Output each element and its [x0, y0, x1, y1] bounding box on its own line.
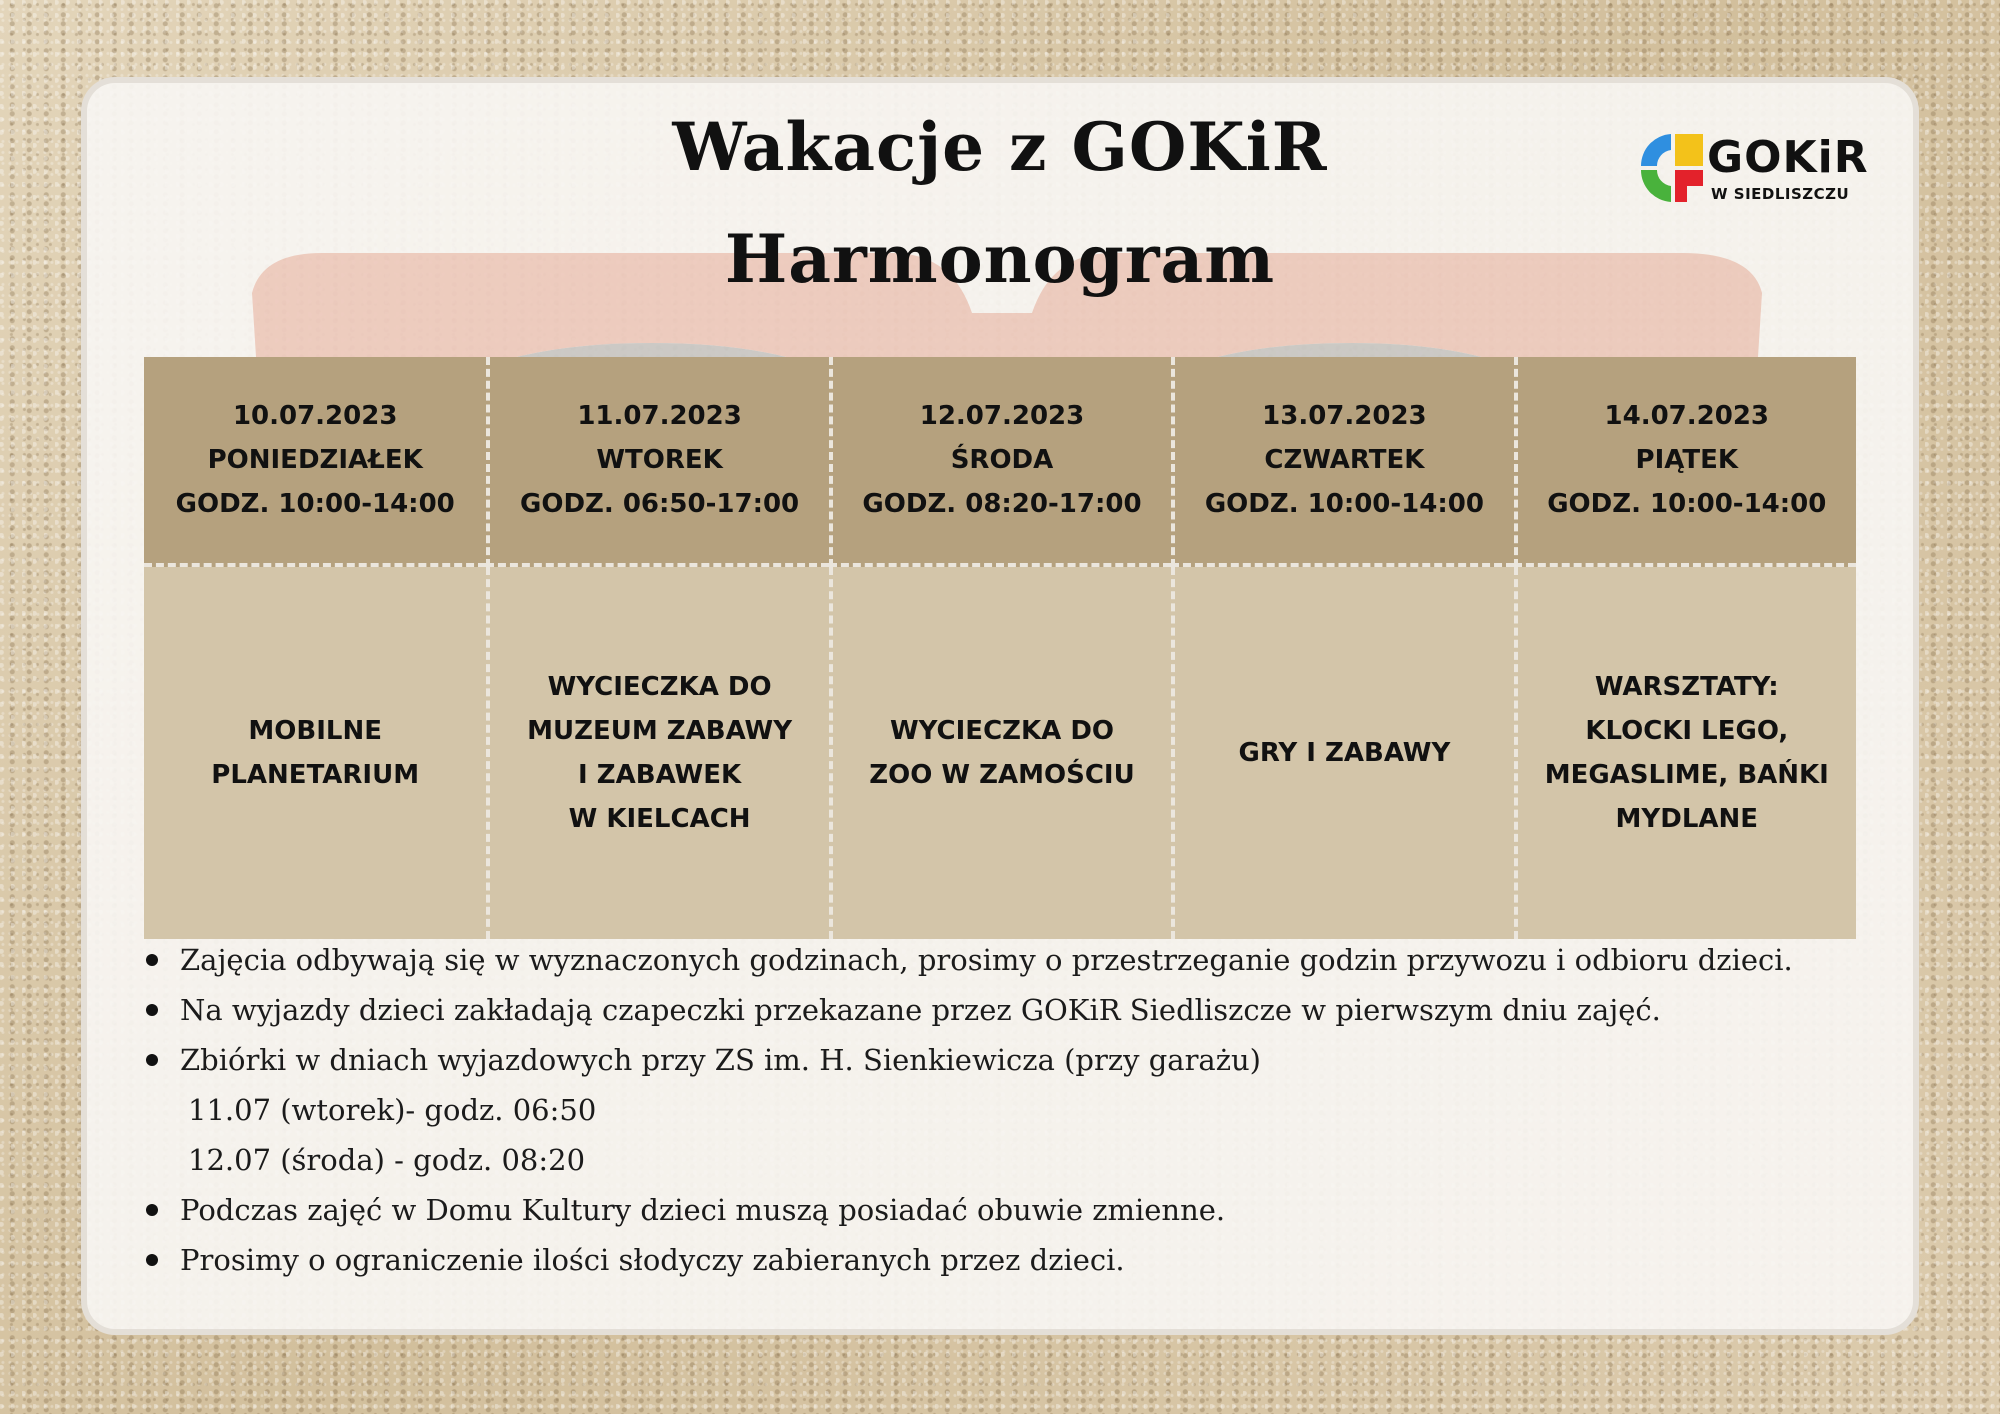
day-hours: GODZ. 10:00-14:00 — [1547, 489, 1827, 519]
day-header-cell — [829, 357, 1171, 567]
note-text: Na wyjazdy dzieci zakładają czapeczki przekazane przez GOKiR Siedliszcze w pierwszym dniu zajęć. — [180, 993, 1661, 1027]
activity-cell — [486, 567, 828, 939]
day-header-cell — [144, 357, 486, 567]
note-subitem — [140, 1085, 1860, 1135]
day-date: 13.07.2023 — [1262, 401, 1427, 431]
note-item — [140, 1185, 1860, 1235]
note-subitem — [140, 1135, 1860, 1185]
activity-line: GRY I ZABAWY — [1238, 738, 1451, 768]
day-weekday: WTOREK — [596, 445, 723, 475]
day-header-cell — [1514, 357, 1856, 567]
logo-text: GOKiR — [1707, 132, 1869, 183]
note-text: Zajęcia odbywają się w wyznaczonych godzinach, prosimy o przestrzeganie godzin przywozu i odbioru dzieci. — [180, 943, 1793, 977]
bullet-icon — [146, 1254, 158, 1266]
note-text: Prosimy o ograniczenie ilości słodyczy zabieranych przez dzieci. — [180, 1243, 1125, 1277]
page-subtitle: Harmonogram — [724, 220, 1276, 298]
activity-line: ZOO W ZAMOŚCIU — [869, 760, 1135, 790]
day-weekday: ŚRODA — [950, 445, 1054, 475]
day-hours: GODZ. 06:50-17:00 — [520, 489, 800, 519]
gokir-logo — [1627, 120, 1877, 220]
activity-line: MYDLANE — [1615, 804, 1759, 834]
activity-cell — [144, 567, 486, 939]
day-hours: GODZ. 10:00-14:00 — [1204, 489, 1484, 519]
bullet-icon — [146, 1054, 158, 1066]
activity-line: MEGASLIME, BAŃKI — [1544, 760, 1829, 790]
activity-line: W KIELCACH — [568, 804, 751, 834]
note-text: Zbiórki w dniach wyjazdowych przy ZS im. H. Sienkiewicza (przy garażu) — [180, 1043, 1261, 1077]
note-text: Podczas zajęć w Domu Kultury dzieci muszą posiadać obuwie zmienne. — [180, 1193, 1226, 1227]
day-date: 10.07.2023 — [232, 401, 398, 431]
activity-line: KLOCKI LEGO, — [1585, 716, 1789, 746]
day-hours: GODZ. 10:00-14:00 — [175, 489, 455, 519]
notes-list — [140, 935, 1860, 1285]
day-date: 12.07.2023 — [919, 401, 1085, 431]
activity-line: WYCIECZKA DO — [889, 716, 1115, 746]
gokir-logo-icon — [1627, 120, 1707, 220]
activity-cell — [1171, 567, 1513, 939]
day-weekday: CZWARTEK — [1264, 445, 1425, 475]
note-item — [140, 985, 1860, 1035]
note-item — [140, 1035, 1860, 1085]
activity-line: I ZABAWEK — [578, 760, 742, 790]
bullet-icon — [146, 1004, 158, 1016]
note-item — [140, 1235, 1860, 1285]
activity-cell — [829, 567, 1171, 939]
note-item — [140, 935, 1860, 985]
schedule-table — [144, 357, 1856, 939]
note-text: 12.07 (środa) - godz. 08:20 — [188, 1143, 586, 1177]
bullet-icon — [146, 954, 158, 966]
day-weekday: PONIEDZIAŁEK — [207, 445, 423, 475]
note-text: 11.07 (wtorek)- godz. 06:50 — [188, 1093, 597, 1127]
activity-line: WARSZTATY: — [1594, 672, 1779, 702]
page-title: Wakacje z GOKiR — [672, 108, 1328, 186]
day-header-cell — [1171, 357, 1513, 567]
activity-line: MUZEUM ZABAWY — [527, 716, 793, 746]
activity-line: PLANETARIUM — [211, 760, 420, 790]
day-hours: GODZ. 08:20-17:00 — [862, 489, 1142, 519]
activity-line: MOBILNE — [248, 716, 382, 746]
activity-cell — [1514, 567, 1856, 939]
day-weekday: PIĄTEK — [1635, 445, 1739, 475]
day-header-cell — [486, 357, 828, 567]
day-date: 14.07.2023 — [1604, 401, 1770, 431]
activity-line: WYCIECZKA DO — [547, 672, 772, 702]
day-date: 11.07.2023 — [577, 401, 742, 431]
bullet-icon — [146, 1204, 158, 1216]
logo-subtext: W SIEDLISZCZU — [1711, 185, 1850, 203]
